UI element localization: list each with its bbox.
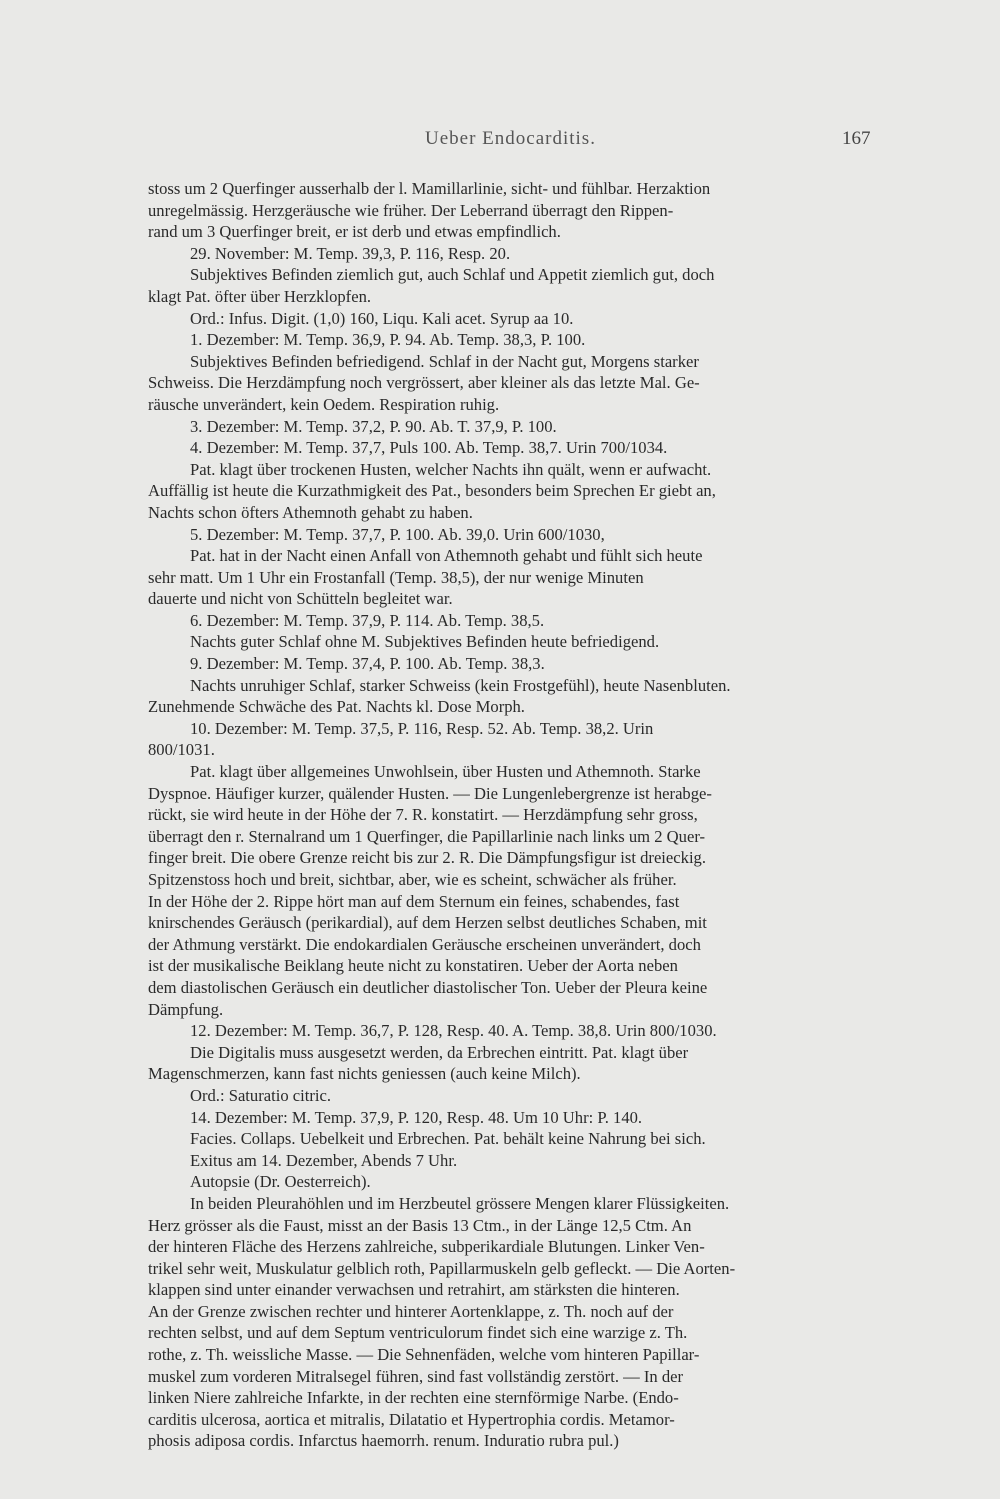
text-line: Facies. Collaps. Uebelkeit und Erbrechen. Pat. behält keine Nahrung bei sich. xyxy=(190,1129,706,1149)
text-line: 12. Dezember: M. Temp. 36,7, P. 128, Resp. 40. A. Temp. 38,8. Urin 800/1030. xyxy=(190,1021,717,1041)
text-line: Magenschmerzen, kann fast nichts geniessen (auch keine Milch). xyxy=(148,1064,581,1084)
text-line: 14. Dezember: M. Temp. 37,9, P. 120, Resp. 48. Um 10 Uhr: P. 140. xyxy=(190,1107,643,1127)
text-line: Auffällig ist heute die Kurzathmigkeit des Pat., besonders beim Sprechen Er giebt an, xyxy=(148,481,716,501)
text-line: sehr matt. Um 1 Uhr ein Frostanfall (Temp. 38,5), der nur wenige Minuten xyxy=(148,567,644,587)
text-line: klagt Pat. öfter über Herzklopfen. xyxy=(148,286,372,306)
text-line: muskel zum vorderen Mitralsegel führen, sind fast vollständig zerstört. — In der xyxy=(148,1366,684,1386)
text-line: dem diastolischen Geräusch ein deutlicher diastolischer Ton. Ueber der Pleura keine xyxy=(148,977,708,997)
running-title: Ueber Endocarditis. xyxy=(425,128,596,149)
text-line: Subjektives Befinden befriedigend. Schlaf in der Nacht gut, Morgens starker xyxy=(190,351,699,371)
text-line: knirschendes Geräusch (perikardial), auf dem Herzen selbst deutliches Schaben, mit xyxy=(148,913,707,933)
text-line: überragt den r. Sternalrand um 1 Querfinger, die Papillarlinie nach links um 2 Quer- xyxy=(148,826,706,846)
text-line: trikel sehr weit, Muskulatur gelblich roth, Papillarmuskeln gelb gefleckt. — Die Aorten- xyxy=(148,1258,736,1278)
text-line: rand um 3 Querfinger breit, er ist derb und etwas empfindlich. xyxy=(148,222,561,242)
text-line: der hinteren Fläche des Herzens zahlreiche, subperikardiale Blutungen. Linker Ven- xyxy=(148,1237,705,1257)
text-line: 29. November: M. Temp. 39,3, P. 116, Resp. 20. xyxy=(190,243,511,263)
text-line: finger breit. Die obere Grenze reicht bis zur 2. R. Die Dämpfungsfigur ist dreieckig. xyxy=(148,848,707,868)
text-line: 10. Dezember: M. Temp. 37,5, P. 116, Resp. 52. Ab. Temp. 38,2. Urin xyxy=(190,718,654,738)
text-line: Exitus am 14. Dezember, Abends 7 Uhr. xyxy=(190,1150,458,1170)
text-line: 5. Dezember: M. Temp. 37,7, P. 100. Ab. 39,0. Urin 600/1030, xyxy=(190,524,605,544)
text-line: Pat. klagt über allgemeines Unwohlsein, über Husten und Athemnoth. Starke xyxy=(190,762,701,782)
text-line: 9. Dezember: M. Temp. 37,4, P. 100. Ab. Temp. 38,3. xyxy=(190,654,545,674)
text-line: der Athmung verstärkt. Die endokardialen Geräusche erscheinen unverändert, doch xyxy=(148,934,701,954)
page-number: 167 xyxy=(842,128,871,149)
text-line: ist der musikalische Beiklang heute nicht zu konstatiren. Ueber der Aorta neben xyxy=(148,956,678,976)
text-line: Pat. hat in der Nacht einen Anfall von Athemnoth gehabt und fühlt sich heute xyxy=(190,546,703,566)
text-line: 6. Dezember: M. Temp. 37,9, P. 114. Ab. Temp. 38,5. xyxy=(190,610,545,630)
text-line: Herz grösser als die Faust, misst an der Basis 13 Ctm., in der Länge 12,5 Ctm. An xyxy=(148,1215,692,1235)
text-line: Nachts unruhiger Schlaf, starker Schweiss (kein Frostgefühl), heute Nasenbluten. xyxy=(190,675,731,695)
text-line: 800/1031. xyxy=(148,740,215,760)
text-line: 1. Dezember: M. Temp. 36,9, P. 94. Ab. Temp. 38,3, P. 100. xyxy=(190,330,586,350)
text-line: In der Höhe der 2. Rippe hört man auf dem Sternum ein feines, schabendes, fast xyxy=(148,891,680,911)
text-line: An der Grenze zwischen rechter und hinterer Aortenklappe, z. Th. noch auf der xyxy=(148,1301,674,1321)
text-line: Die Digitalis muss ausgesetzt werden, da Erbrechen eintritt. Pat. klagt über xyxy=(190,1042,689,1062)
text-line: Zunehmende Schwäche des Pat. Nachts kl. Dose Morph. xyxy=(148,697,525,717)
text-line: Ord.: Saturatio citric. xyxy=(190,1085,332,1105)
text-line: 3. Dezember: M. Temp. 37,2, P. 90. Ab. T. 37,9, P. 100. xyxy=(190,416,557,436)
text-line: klappen sind unter einander verwachsen und retrahirt, am stärksten die hinteren. xyxy=(148,1280,680,1300)
page-header xyxy=(0,128,1000,158)
text-line: Spitzenstoss hoch und breit, sichtbar, aber, wie es scheint, schwächer als früher. xyxy=(148,870,677,889)
text-line: Nachts schon öfters Athemnoth gehabt zu haben. xyxy=(148,502,473,522)
text-line: unregelmässig. Herzgeräusche wie früher. Der Leberrand überragt den Rippen- xyxy=(148,200,674,220)
text-line: carditis ulcerosa, aortica et mitralis, Dilatatio et Hypertrophia cordis. Metamor- xyxy=(148,1409,675,1429)
text-line: Dämpfung. xyxy=(148,999,224,1019)
text-line: linken Niere zahlreiche Infarkte, in der rechten eine sternförmige Narbe. (Endo- xyxy=(148,1388,679,1408)
text-line: Pat. klagt über trockenen Husten, welcher Nachts ihn quält, wenn er aufwacht. xyxy=(190,459,712,479)
text-line: Schweiss. Die Herzdämpfung noch vergrössert, aber kleiner als das letzte Mal. Ge- xyxy=(148,373,700,393)
page-body-text xyxy=(148,178,886,1452)
text-line: dauerte und nicht von Schütteln begleitet war. xyxy=(148,589,453,609)
text-line: rothe, z. Th. weissliche Masse. — Die Sehnenfäden, welche vom hinteren Papillar- xyxy=(148,1345,700,1365)
text-line: 4. Dezember: M. Temp. 37,7, Puls 100. Ab. Temp. 38,7. Urin 700/1034. xyxy=(190,438,668,458)
text-line: Ord.: Infus. Digit. (1,0) 160, Liqu. Kali acet. Syrup aa 10. xyxy=(190,308,574,328)
text-line: rückt, sie wird heute in der Höhe der 7. R. konstatirt. — Herzdämpfung sehr gross, xyxy=(148,805,698,825)
text-line: räusche unverändert, kein Oedem. Respiration ruhig. xyxy=(148,394,500,414)
text-line: stoss um 2 Querfinger ausserhalb der l. Mamillarlinie, sicht- und fühlbar. Herzaktion xyxy=(148,179,711,198)
text-line: Dyspnoe. Häufiger kurzer, quälender Husten. — Die Lungenlebergrenze ist herabge- xyxy=(148,783,712,803)
text-line: rechten selbst, und auf dem Septum ventriculorum findet sich eine warzige z. Th. xyxy=(148,1323,688,1343)
text-line: Nachts guter Schlaf ohne M. Subjektives Befinden heute befriedigend. xyxy=(190,632,660,652)
text-line: Subjektives Befinden ziemlich gut, auch Schlaf und Appetit ziemlich gut, doch xyxy=(190,265,715,285)
text-line: Autopsie (Dr. Oesterreich). xyxy=(190,1172,371,1192)
text-line: phosis adiposa cordis. Infarctus haemorrh. renum. Induratio rubra pul.) xyxy=(148,1431,619,1451)
text-line: In beiden Pleurahöhlen und im Herzbeutel grössere Mengen klarer Flüssigkeiten. xyxy=(190,1193,730,1213)
